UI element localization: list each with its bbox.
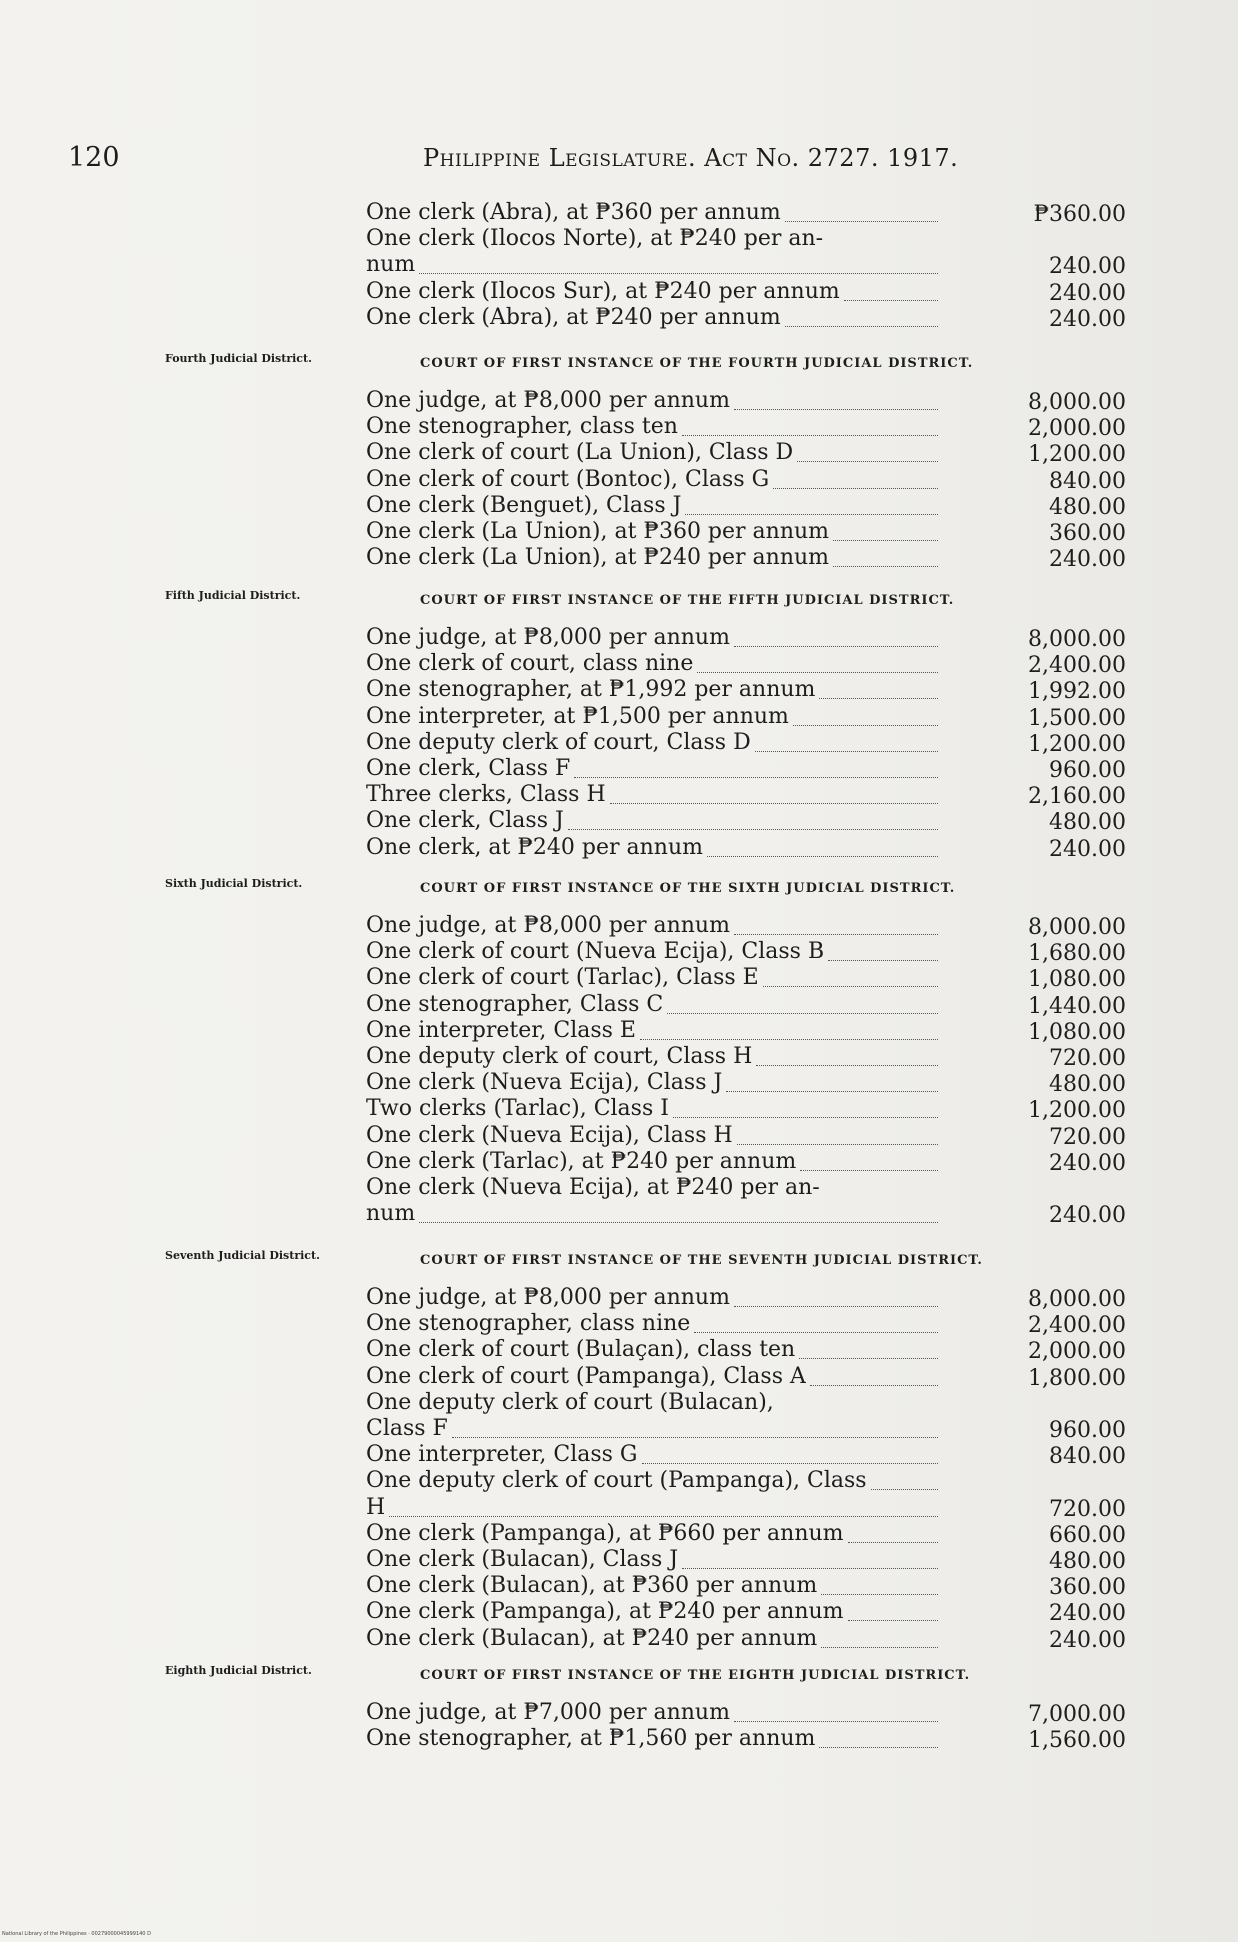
- marginal-note: Fourth Judicial District.: [165, 352, 312, 365]
- line-item: [0, 440, 1238, 466]
- section-heading: COURT OF FIRST INSTANCE OF THE EIGHTH JUDICIAL DISTRICT.: [420, 1668, 971, 1683]
- page-number: 120: [68, 142, 120, 173]
- line-item: [0, 1573, 1238, 1599]
- dot-leader: [737, 1143, 938, 1145]
- line-item-amount: 2,400.00: [1028, 653, 1126, 679]
- line-item: [0, 782, 1238, 808]
- line-item-amount: 1,080.00: [1028, 1019, 1126, 1045]
- line-item-description: One clerk of court (Nueva Ecija), Class B: [366, 939, 825, 965]
- section-heading: COURT OF FIRST INSTANCE OF THE FOURTH JUDICIAL DISTRICT.: [420, 356, 974, 371]
- line-item-description: One clerk of court, class nine: [366, 651, 694, 677]
- line-item-amount: 660.00: [1049, 1522, 1126, 1548]
- marginal-note: Seventh Judicial District.: [165, 1249, 320, 1262]
- marginal-note: Fifth Judicial District.: [165, 589, 301, 602]
- line-item-amount: 8,000.00: [1028, 915, 1126, 940]
- dot-leader: [673, 1116, 938, 1118]
- dot-leader: [707, 855, 938, 857]
- line-item-description: One clerk (Abra), at ₱360 per annum: [366, 200, 781, 225]
- line-item-amount: 240.00: [1049, 1203, 1126, 1229]
- line-item-description: One judge, at ₱8,000 per annum: [366, 913, 730, 938]
- line-item-amount: 8,000.00: [1028, 390, 1126, 415]
- line-item-description: One deputy clerk of court, Class D: [366, 729, 751, 755]
- line-item-description: One interpreter, at ₱1,500 per annum: [366, 703, 789, 729]
- line-item-amount: 1,680.00: [1028, 941, 1126, 967]
- marginal-note: Sixth Judicial District.: [165, 877, 303, 890]
- line-item: [0, 1521, 1238, 1547]
- line-item: [0, 965, 1238, 991]
- line-item: [0, 677, 1238, 703]
- dot-leader: [763, 985, 938, 987]
- line-item-description: One clerk (Abra), at ₱240 per annum: [366, 304, 781, 330]
- line-item-description: One judge, at ₱8,000 per annum: [366, 388, 730, 413]
- dot-leader: [419, 1221, 938, 1223]
- line-item-amount: 480.00: [1049, 810, 1126, 836]
- line-item-description: Two clerks (Tarlac), Class I: [366, 1096, 669, 1122]
- line-item-description: One stenographer, at ₱1,560 per annum: [366, 1726, 816, 1752]
- line-item: [0, 493, 1238, 519]
- footer-note: National Library of the Philippines · 00279000045999140 D: [2, 1931, 151, 1937]
- line-item-description: One clerk (Pampanga), at ₱240 per annum: [366, 1599, 844, 1625]
- line-item-description: One deputy clerk of court (Pampanga), Class: [366, 1468, 867, 1494]
- line-item: [0, 756, 1238, 782]
- dot-leader: [799, 1357, 938, 1359]
- dot-leader: [694, 1331, 938, 1333]
- line-item: [0, 1495, 1238, 1521]
- line-item: [0, 651, 1238, 677]
- line-item-description: Class F: [366, 1416, 448, 1441]
- line-item: [0, 252, 1238, 278]
- dot-leader: [419, 272, 938, 274]
- line-item-amount: 1,992.00: [1028, 679, 1126, 705]
- line-item-amount: 1,800.00: [1028, 1365, 1126, 1391]
- running-head: Philippine Legislature. Act No. 2727. 1917.: [423, 144, 959, 172]
- dot-leader: [773, 487, 938, 489]
- line-item: [0, 939, 1238, 965]
- dot-leader: [682, 434, 938, 436]
- line-item: [0, 1070, 1238, 1096]
- line-item-amount: 240.00: [1049, 280, 1126, 306]
- line-item-description: H: [366, 1494, 386, 1520]
- line-item-amount: 240.00: [1049, 1601, 1126, 1627]
- line-item-amount: 2,160.00: [1028, 784, 1126, 810]
- dot-leader: [755, 750, 938, 752]
- line-item: [0, 1416, 1238, 1442]
- line-item: [0, 1201, 1238, 1227]
- line-item: [0, 1285, 1238, 1311]
- marginal-note: Eighth Judicial District.: [165, 1664, 312, 1677]
- line-item-description: One stenographer, at ₱1,992 per annum: [366, 677, 816, 703]
- line-item: [0, 1175, 1238, 1201]
- line-item: [0, 625, 1238, 651]
- line-item: [0, 200, 1238, 226]
- line-item: [0, 226, 1238, 252]
- line-item-description: num: [366, 252, 416, 278]
- line-item-amount: 480.00: [1049, 1072, 1126, 1098]
- line-item: [0, 1123, 1238, 1149]
- line-item-amount: 720.00: [1049, 1046, 1126, 1071]
- line-item-description: One judge, at ₱8,000 per annum: [366, 625, 730, 650]
- line-item-amount: 8,000.00: [1028, 627, 1126, 652]
- dot-leader: [734, 1720, 938, 1722]
- line-item: [0, 1599, 1238, 1625]
- dot-leader: [871, 1488, 938, 1490]
- line-item-amount: 360.00: [1049, 1575, 1126, 1601]
- line-item: [0, 545, 1238, 571]
- line-item-description: One clerk (Ilocos Norte), at ₱240 per an-: [366, 226, 824, 252]
- dot-leader: [800, 1169, 938, 1171]
- section-heading: COURT OF FIRST INSTANCE OF THE FIFTH JUDICIAL DISTRICT.: [420, 593, 955, 608]
- dot-leader: [828, 959, 938, 961]
- line-item-amount: 480.00: [1049, 1549, 1126, 1574]
- dot-leader: [452, 1436, 938, 1438]
- line-item: [0, 835, 1238, 861]
- dot-leader: [810, 1384, 938, 1386]
- dot-leader: [734, 645, 938, 647]
- line-item-amount: 240.00: [1049, 547, 1126, 573]
- line-item-description: One clerk (Nueva Ecija), at ₱240 per an-: [366, 1175, 820, 1200]
- line-item-amount: 1,200.00: [1028, 1098, 1126, 1124]
- line-item-amount: 960.00: [1049, 1418, 1126, 1443]
- section-heading: COURT OF FIRST INSTANCE OF THE SIXTH JUDICIAL DISTRICT.: [420, 881, 956, 896]
- line-item-description: One clerk (Bulacan), at ₱360 per annum: [366, 1573, 818, 1599]
- dot-leader: [389, 1515, 938, 1517]
- line-item: [0, 1096, 1238, 1122]
- line-item-amount: 2,000.00: [1028, 1339, 1126, 1365]
- line-item-amount: 1,560.00: [1028, 1728, 1126, 1754]
- dot-leader: [574, 776, 938, 778]
- line-item-description: num: [366, 1201, 416, 1227]
- dot-leader: [819, 1746, 938, 1748]
- line-item-amount: 720.00: [1049, 1124, 1126, 1150]
- line-item-description: One deputy clerk of court, Class H: [366, 1044, 753, 1069]
- line-item-description: One clerk (La Union), at ₱240 per annum: [366, 545, 830, 571]
- line-item-description: One clerk, Class F: [366, 756, 571, 781]
- line-item: [0, 808, 1238, 834]
- line-item-amount: 480.00: [1049, 494, 1126, 520]
- line-item: [0, 1044, 1238, 1070]
- line-item-amount: 240.00: [1049, 1150, 1126, 1176]
- dot-leader: [640, 1038, 938, 1040]
- line-item: [0, 519, 1238, 545]
- dot-leader: [833, 565, 938, 567]
- line-item-description: One stenographer, Class C: [366, 991, 664, 1017]
- dot-leader: [785, 325, 938, 327]
- line-item-description: One clerk (Pampanga), at ₱660 per annum: [366, 1520, 844, 1546]
- line-item: [0, 992, 1238, 1018]
- section-heading: COURT OF FIRST INSTANCE OF THE SEVENTH JUDICIAL DISTRICT.: [420, 1253, 983, 1268]
- line-item: [0, 467, 1238, 493]
- line-item: [0, 414, 1238, 440]
- line-item-description: One clerk (La Union), at ₱360 per annum: [366, 519, 830, 544]
- line-item-amount: 240.00: [1049, 1627, 1126, 1653]
- line-item-description: One clerk (Bulacan), at ₱240 per annum: [366, 1625, 818, 1651]
- dot-leader: [797, 460, 938, 462]
- dot-leader: [844, 299, 938, 301]
- line-item: [0, 1390, 1238, 1416]
- line-item-amount: 240.00: [1049, 306, 1126, 332]
- line-item-description: One clerk (Ilocos Sur), at ₱240 per annum: [366, 278, 840, 304]
- line-item-description: One clerk of court (Bontoc), Class G: [366, 466, 770, 492]
- line-item: [0, 730, 1238, 756]
- dot-leader: [734, 408, 938, 410]
- line-item-amount: 1,200.00: [1028, 442, 1126, 468]
- line-item-amount: 360.00: [1049, 521, 1126, 546]
- line-item-description: One judge, at ₱7,000 per annum: [366, 1700, 730, 1725]
- dot-leader: [756, 1064, 938, 1066]
- line-item-description: One clerk of court (Tarlac), Class E: [366, 965, 759, 991]
- line-item: [0, 1311, 1238, 1337]
- dot-leader: [819, 697, 938, 699]
- line-item-description: One clerk, at ₱240 per annum: [366, 834, 703, 860]
- dot-leader: [833, 539, 938, 541]
- line-item-description: One deputy clerk of court (Bulacan),: [366, 1389, 774, 1415]
- line-item-description: One clerk of court (La Union), Class D: [366, 440, 794, 466]
- line-item-amount: 7,000.00: [1028, 1702, 1126, 1727]
- dot-leader: [697, 671, 938, 673]
- line-item: [0, 1337, 1238, 1363]
- line-item: [0, 1700, 1238, 1726]
- line-item: [0, 1726, 1238, 1752]
- line-item-amount: 2,400.00: [1028, 1313, 1126, 1339]
- line-item-amount: 840.00: [1049, 1444, 1126, 1470]
- line-item-description: One stenographer, class nine: [366, 1311, 691, 1337]
- line-item-amount: 240.00: [1049, 254, 1126, 280]
- line-item-description: One interpreter, Class G: [366, 1442, 638, 1468]
- dot-leader: [610, 802, 938, 804]
- line-item-amount: 240.00: [1049, 836, 1126, 862]
- line-item: [0, 388, 1238, 414]
- dot-leader: [568, 828, 938, 830]
- line-item-amount: ₱360.00: [1033, 202, 1126, 227]
- dot-leader: [642, 1462, 939, 1464]
- line-item-amount: 1,440.00: [1028, 993, 1126, 1019]
- line-item-amount: 840.00: [1049, 468, 1126, 494]
- line-item: [0, 1149, 1238, 1175]
- line-item-description: Three clerks, Class H: [366, 782, 606, 808]
- line-item-description: One clerk (Tarlac), at ₱240 per annum: [366, 1148, 797, 1174]
- line-item: [0, 704, 1238, 730]
- line-item: [0, 279, 1238, 305]
- dot-leader: [821, 1593, 938, 1595]
- line-item-description: One stenographer, class ten: [366, 414, 678, 440]
- line-item: [0, 1468, 1238, 1494]
- dot-leader: [682, 1567, 938, 1569]
- line-item-description: One clerk (Nueva Ecija), Class H: [366, 1122, 733, 1148]
- line-item-amount: 1,500.00: [1028, 705, 1126, 731]
- dot-leader: [785, 220, 938, 222]
- line-item-description: One clerk (Nueva Ecija), Class J: [366, 1070, 723, 1096]
- dot-leader: [734, 1305, 938, 1307]
- line-item: [0, 1626, 1238, 1652]
- line-item: [0, 913, 1238, 939]
- dot-leader: [667, 1012, 938, 1014]
- line-item: [0, 305, 1238, 331]
- line-item-description: One clerk of court (Pampanga), Class A: [366, 1363, 806, 1389]
- dot-leader: [726, 1090, 938, 1092]
- dot-leader: [793, 724, 938, 726]
- line-item-description: One judge, at ₱8,000 per annum: [366, 1285, 730, 1310]
- line-item-amount: 8,000.00: [1028, 1287, 1126, 1312]
- line-item: [0, 1547, 1238, 1573]
- line-item-amount: 960.00: [1049, 758, 1126, 783]
- line-item-description: One interpreter, Class E: [366, 1017, 636, 1043]
- line-item-amount: 720.00: [1049, 1496, 1126, 1522]
- dot-leader: [821, 1646, 938, 1648]
- page-header: [68, 142, 1078, 178]
- dot-leader: [848, 1619, 938, 1621]
- dot-leader: [685, 513, 938, 515]
- line-item-description: One clerk of court (Bulaçan), class ten: [366, 1337, 796, 1363]
- line-item-amount: 1,200.00: [1028, 731, 1126, 757]
- line-item-description: One clerk, Class J: [366, 808, 564, 834]
- line-item-description: One clerk (Bulacan), Class J: [366, 1547, 679, 1572]
- line-item-amount: 1,080.00: [1028, 967, 1126, 993]
- line-item: [0, 1364, 1238, 1390]
- line-item-description: One clerk (Benguet), Class J: [366, 492, 682, 518]
- line-item: [0, 1018, 1238, 1044]
- line-item-amount: 2,000.00: [1028, 416, 1126, 442]
- dot-leader: [848, 1541, 938, 1543]
- dot-leader: [734, 933, 938, 935]
- line-item: [0, 1442, 1238, 1468]
